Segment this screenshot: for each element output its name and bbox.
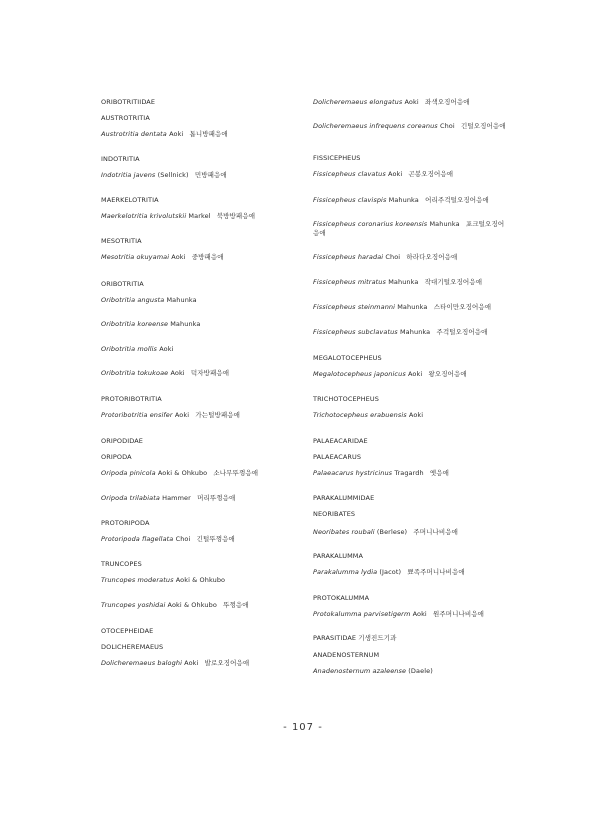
species-author: Markel — [188, 212, 211, 220]
species-latin-name: Oribotritia tokukoae — [101, 369, 169, 377]
genus-heading: PROTORIPODA — [101, 519, 150, 527]
species-korean-name: 북방방패응애 — [216, 212, 256, 220]
species-latin-name: Oribotritia koreense — [101, 320, 169, 328]
species-author: Mahunka — [388, 278, 419, 286]
genus-heading: INDOTRITIA — [101, 155, 140, 163]
species-latin-name: Fissicepheus clavatus — [313, 170, 386, 178]
species-korean-name: 발로오징어응애 — [204, 659, 250, 667]
species-latin-name: Mesotritia okuyamai — [101, 253, 170, 261]
genus-heading: NEORIBATES — [313, 510, 356, 518]
species-latin-name: Truncopes moderatus — [101, 576, 174, 584]
species-latin-name: Oribotritia angusta — [101, 296, 165, 304]
species-author: Choi — [385, 253, 401, 261]
species-author: Aoki — [159, 345, 174, 353]
species-latin-name: Truncopes yoshidai — [101, 601, 166, 609]
genus-heading: ORIBOTRITIA — [101, 280, 144, 288]
genus-heading: AUSTROTRITIA — [101, 114, 150, 122]
species-korean-name: 곤봉오징어응애 — [408, 170, 454, 178]
genus-heading: TRICHOTOCEPHEUS — [313, 395, 379, 403]
species-entry — [313, 122, 508, 131]
species-latin-name: Protokalumma parvisetigerm — [313, 610, 411, 618]
species-author: Aoki — [407, 370, 423, 378]
genus-heading: TRUNCOPES — [101, 560, 142, 568]
species-korean-name: 긴털오징어응애 — [460, 122, 506, 130]
species-entry — [313, 278, 508, 287]
species-entry — [313, 528, 508, 537]
species-author: Aoki — [184, 659, 199, 667]
page-number: - 107 - — [283, 722, 323, 733]
genus-heading: MEGALOTOCEPHEUS — [313, 354, 382, 362]
species-author: Hammer — [162, 494, 191, 502]
genus-heading: PARAKALUMMA — [313, 552, 364, 560]
species-author: (Berlese) — [376, 528, 408, 536]
species-korean-name: 뚜껑응애 — [223, 601, 249, 609]
species-entry — [313, 411, 508, 420]
species-entry — [313, 170, 508, 179]
species-author: Aoki — [404, 98, 419, 106]
species-author: Aoki & Ohkubo — [175, 576, 226, 584]
species-korean-name: 작대기털오징어응애 — [424, 278, 483, 286]
species-author: Mahunka — [397, 303, 428, 311]
species-korean-name: 주머니나비응애 — [413, 528, 459, 536]
genus-heading: MESOTRITIA — [101, 237, 142, 245]
species-author: Choi — [439, 122, 455, 130]
species-korean-name: 원주머니나비응애 — [433, 610, 485, 618]
species-korean-name: 왕오징어응애 — [428, 370, 467, 378]
genus-heading: PROTOKALUMMA — [313, 594, 370, 602]
family-heading: PARAKALUMMIDAE — [313, 494, 375, 502]
family-heading: PARASITIDAE 기생진드기과 — [313, 634, 397, 642]
species-korean-name: 포크털오징어응애 — [313, 220, 505, 237]
species-author: Mahunka — [170, 320, 201, 328]
species-korean-name: 가는털방패응애 — [195, 411, 240, 419]
species-korean-name: 덕자방패응애 — [190, 369, 230, 377]
species-latin-name: Anadenosternum azaleense — [313, 667, 407, 675]
species-latin-name: Megalotocepheus japonicus — [313, 370, 406, 378]
genus-heading: FISSICEPHEUS — [313, 154, 361, 162]
species-entry — [313, 667, 508, 676]
genus-heading: ORIPODA — [101, 453, 132, 461]
species-author: Aoki — [388, 170, 403, 178]
species-latin-name: Oripoda pinicola — [101, 469, 156, 477]
species-latin-name: Trichotocepheus erabuensis — [313, 411, 407, 419]
species-korean-name: 민방패응애 — [194, 171, 227, 179]
species-latin-name: Neoribates roubali — [313, 528, 375, 536]
species-latin-name: Dolicheremaeus baloghi — [101, 659, 182, 667]
species-author: Aoki — [169, 130, 184, 138]
species-author: (Daele) — [408, 667, 433, 675]
species-author: Aoki — [412, 610, 427, 618]
species-korean-name: 하라다오징어응애 — [406, 253, 458, 261]
species-entry — [313, 469, 508, 478]
species-author: Aoki — [171, 253, 186, 261]
species-korean-name: 스타이만오징어응애 — [433, 303, 492, 311]
species-author: Aoki — [170, 369, 185, 377]
species-author: (Sellnick) — [157, 171, 189, 179]
species-latin-name: Protoripoda flagellata — [101, 535, 174, 543]
species-latin-name: Dolicheremaeus elongatus — [313, 98, 403, 106]
species-latin-name: Fissicepheus haradai — [313, 253, 384, 261]
species-latin-name: Protoribotritia ensifer — [101, 411, 173, 419]
species-korean-name: 뾰족주머니나비응애 — [407, 568, 465, 576]
species-entry — [313, 196, 508, 205]
species-author: Mahunka — [166, 296, 197, 304]
species-entry — [313, 220, 508, 237]
species-latin-name: Fissicepheus steinmanni — [313, 303, 396, 311]
species-author: (Jacot) — [379, 568, 402, 576]
species-author: Mahunka — [388, 196, 419, 204]
species-entry — [313, 98, 508, 107]
species-entry — [313, 303, 508, 312]
species-latin-name: Palaeacarus hystricinus — [313, 469, 393, 477]
genus-heading: PROTORIBOTRITIA — [101, 395, 162, 403]
species-korean-name: 옛응애 — [429, 469, 450, 477]
family-heading: OTOCEPHEIDAE — [101, 627, 154, 635]
species-latin-name: Austrotritia dentata — [101, 130, 167, 138]
species-korean-name: 톱니방패응애 — [189, 130, 228, 138]
species-latin-name: Fissicepheus clavispis — [313, 196, 387, 204]
species-author: Aoki — [174, 411, 190, 419]
family-heading: ORIPODIDAE — [101, 437, 143, 445]
species-entry — [313, 568, 508, 577]
species-author: Aoki & Ohkubo — [167, 601, 217, 609]
species-latin-name: Parakalumma lydia — [313, 568, 378, 576]
genus-heading: DOLICHEREMAEUS — [101, 643, 164, 651]
species-korean-name: 중방패응애 — [191, 253, 224, 261]
species-author: Choi — [175, 535, 191, 543]
species-latin-name: Fissicepheus coronarius koreensis — [313, 220, 428, 228]
species-korean-name: 머리뚜껑응애 — [197, 494, 236, 502]
species-latin-name: Oribotritia mollis — [101, 345, 158, 353]
species-korean-name: 긴털뚜껑응애 — [196, 535, 235, 543]
species-korean-name: 어리주걱털오징어응애 — [425, 196, 489, 204]
species-author: Mahunka — [429, 220, 460, 228]
species-entry — [313, 328, 508, 337]
species-entry — [313, 610, 508, 619]
genus-heading: PALAEACARUS — [313, 453, 362, 461]
species-korean-name: 좌색오징어응애 — [424, 98, 470, 106]
species-latin-name: Dolicheremaeus infrequens coreanus — [313, 122, 438, 130]
species-entry — [313, 253, 508, 262]
species-author: Aoki — [408, 411, 424, 419]
family-heading: PALAEACARIDAE — [313, 437, 368, 445]
species-author: Mahunka — [399, 328, 431, 336]
genus-heading: ANADENOSTERNUM — [313, 651, 380, 659]
species-korean-name: 소나무뚜껑응애 — [213, 469, 259, 477]
species-latin-name: Indotritia javens — [101, 171, 156, 179]
genus-heading: MAERKELOTRITIA — [101, 196, 159, 204]
species-author: Aoki & Ohkubo — [157, 469, 208, 477]
species-latin-name: Fissicepheus mitratus — [313, 278, 387, 286]
species-entry — [313, 370, 508, 379]
species-korean-name: 주걱털오징어응애 — [436, 328, 488, 336]
family-heading: ORIBOTRITIIDAE — [101, 98, 156, 106]
species-author: Tragardh — [394, 469, 424, 477]
species-latin-name: Maerkelotritia krivolutskii — [101, 212, 187, 220]
species-latin-name: Oripoda trilabiata — [101, 494, 160, 502]
species-latin-name: Fissicepheus subclavatus — [313, 328, 398, 336]
